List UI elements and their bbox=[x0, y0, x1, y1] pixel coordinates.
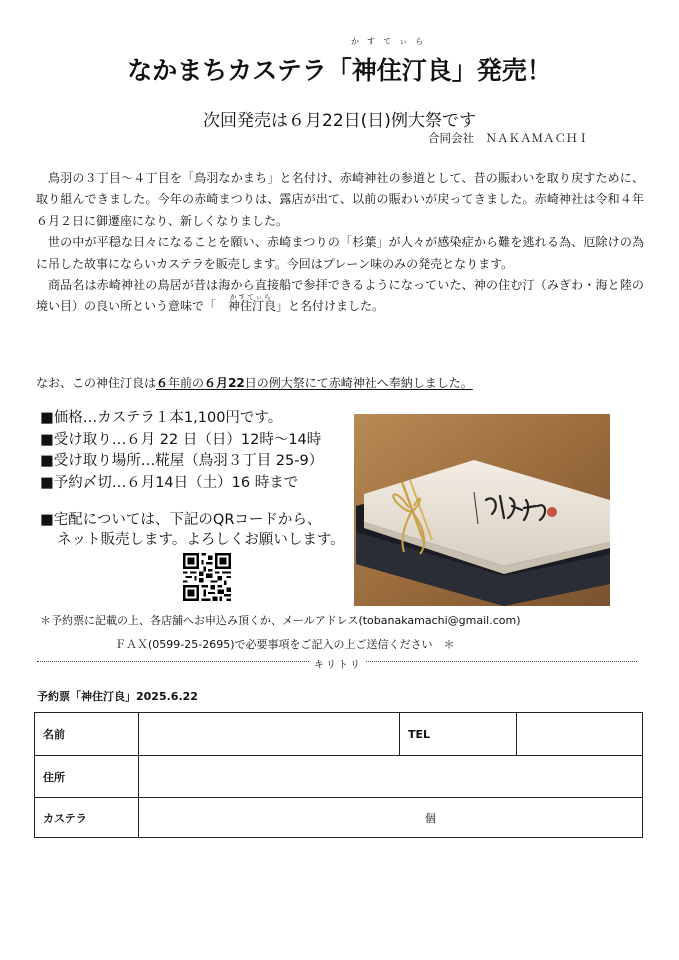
pickup-place-info: ■受け取り場所…糀屋（鳥羽３丁目 25-9） bbox=[40, 453, 324, 469]
notice-prefix: なお、この神住汀良は bbox=[36, 376, 157, 390]
address-field[interactable] bbox=[139, 756, 643, 798]
form-row-address bbox=[35, 756, 643, 798]
address-label: 住所 bbox=[35, 756, 139, 798]
castella-label: カステラ bbox=[35, 798, 139, 838]
form-row-name bbox=[35, 713, 643, 756]
notice-years: ６ bbox=[156, 376, 169, 390]
product-name: 神住汀良 bbox=[228, 299, 277, 314]
price-info: ■価格…カステラ１本1,100円です。 bbox=[40, 410, 283, 426]
footer-note-1: ＊予約票に記載の上、各店舗へお申込み頂くか、メールアドレス(tobanakamachi@gmail.com) bbox=[40, 614, 521, 627]
notice-mid1: 年前の bbox=[168, 376, 205, 390]
next-sale-heading: 次回発売は６月22日(日)例大祭です bbox=[203, 111, 476, 131]
paragraph-1: 鳥羽の３丁目～４丁目を「鳥羽なかまち」と名付け、赤崎神社の参道として、昔の賑わいを取り戻すために、取り組んできました。今年の赤崎まつりは、露店が出て、以前の賑わいが戻ってきました。赤崎神社は令和４年６月２日に御遷座になり、新しくなりました。 bbox=[36, 171, 644, 228]
body-text bbox=[36, 168, 644, 318]
cut-label: キリトリ bbox=[310, 656, 366, 671]
title-ruby: かすてぃら bbox=[351, 37, 432, 46]
paragraph-3-after: 」と名付けました。 bbox=[276, 299, 385, 314]
page-title: なかまちカステラ「神住汀良」発売！ bbox=[127, 56, 552, 85]
sale-info-list bbox=[40, 408, 323, 494]
notice-day: 22 bbox=[228, 376, 245, 390]
delivery-line-2: ネット販売します。よろしくお願いします。 bbox=[57, 532, 345, 548]
pickup-time-info: ■受け取り…６月 22 日（日）12時～14時 bbox=[40, 431, 322, 448]
form-title: 予約票「神住汀良」2025.6.22 bbox=[37, 690, 198, 703]
paragraph-3 bbox=[36, 275, 644, 318]
dedication-notice bbox=[36, 374, 473, 391]
company-name: 合同会社 ＮＡＫＡＭＡＣＨＩ bbox=[428, 131, 589, 145]
paragraph-2: 世の中が平穏な日々になることを願い、赤崎まつりの「杉葉」が人々が感染症から難を逃れる為、厄除けの為に吊した故事にならいカステラを販売します。今回はプレーン味のみの発売となります。 bbox=[36, 235, 644, 271]
name-label: 名前 bbox=[35, 713, 139, 756]
deadline-info: ■予約〆切…６月14日（土）16 時まで bbox=[40, 474, 299, 491]
notice-date: ６月 bbox=[204, 376, 229, 390]
castella-quantity-field[interactable] bbox=[139, 798, 643, 838]
tel-field[interactable] bbox=[517, 713, 643, 756]
product-name-ruby bbox=[216, 293, 277, 317]
paragraph-3-before: 商品名は赤崎神社の鳥居が昔は海から直接船で参拝できるようになっていた、神の住む汀（みぎわ・海と陸の境い目）の良い所という意味で「 bbox=[36, 278, 644, 314]
quantity-unit: 個 bbox=[425, 811, 436, 825]
tel-label: TEL bbox=[400, 713, 517, 756]
form-row-castella bbox=[35, 798, 643, 838]
qr-code-icon[interactable] bbox=[183, 553, 231, 601]
product-name-reading: かすてぃら bbox=[230, 293, 273, 302]
name-field[interactable] bbox=[139, 713, 400, 756]
delivery-info bbox=[40, 510, 345, 550]
footer-note-2: ＦＡＸ(0599-25-2695)で必要事項をご記入の上ご送信ください ＊ bbox=[115, 638, 455, 651]
castella-box-photo bbox=[354, 414, 610, 606]
delivery-line-1: ■宅配については、下記のQRコードから、 bbox=[40, 512, 322, 528]
reservation-form bbox=[34, 712, 643, 838]
notice-underlined bbox=[156, 376, 473, 390]
notice-mid2: 日の例大祭にて赤崎神社へ奉納しました。 bbox=[244, 376, 473, 390]
